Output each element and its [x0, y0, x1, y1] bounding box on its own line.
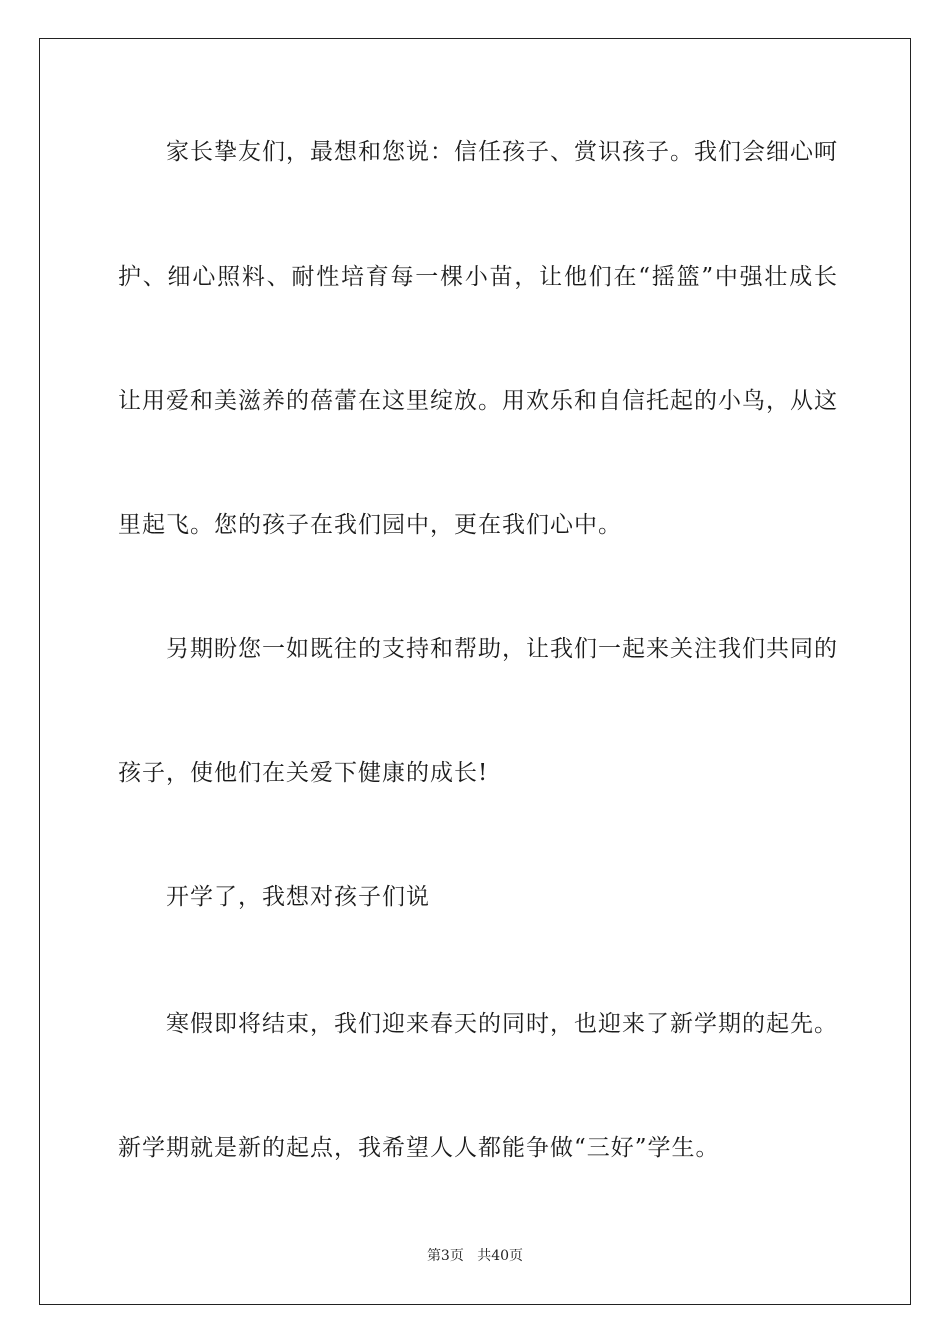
page-border — [39, 38, 911, 1305]
text-line-7: 开学了，我想对孩子们说 — [118, 884, 430, 910]
text-line-6: 孩子，使他们在关爱下健康的成长! — [118, 760, 489, 786]
text-line-8: 寒假即将结束，我们迎来春天的同时，也迎来了新学期的起先。 — [118, 1011, 838, 1037]
page-total: 共40页 — [477, 1248, 524, 1264]
page-footer — [0, 1246, 950, 1266]
page-number: 第3页 — [426, 1248, 464, 1264]
text-line-4: 里起飞。您的孩子在我们园中，更在我们心中。 — [118, 512, 622, 538]
text-line-5: 另期盼您一如既往的支持和帮助，让我们一起来关注我们共同的 — [118, 636, 838, 662]
text-line-9: 新学期就是新的起点，我希望人人都能争做“三好”学生。 — [118, 1135, 720, 1161]
text-line-3: 让用爱和美滋养的蓓蕾在这里绽放。用欢乐和自信托起的小鸟，从这 — [118, 388, 838, 414]
text-line-1: 家长挚友们，最想和您说：信任孩子、赏识孩子。我们会细心呵 — [118, 139, 838, 165]
text-line-2: 护、细心照料、耐性培育每一棵小苗，让他们在“摇篮”中强壮成长 — [118, 264, 838, 290]
